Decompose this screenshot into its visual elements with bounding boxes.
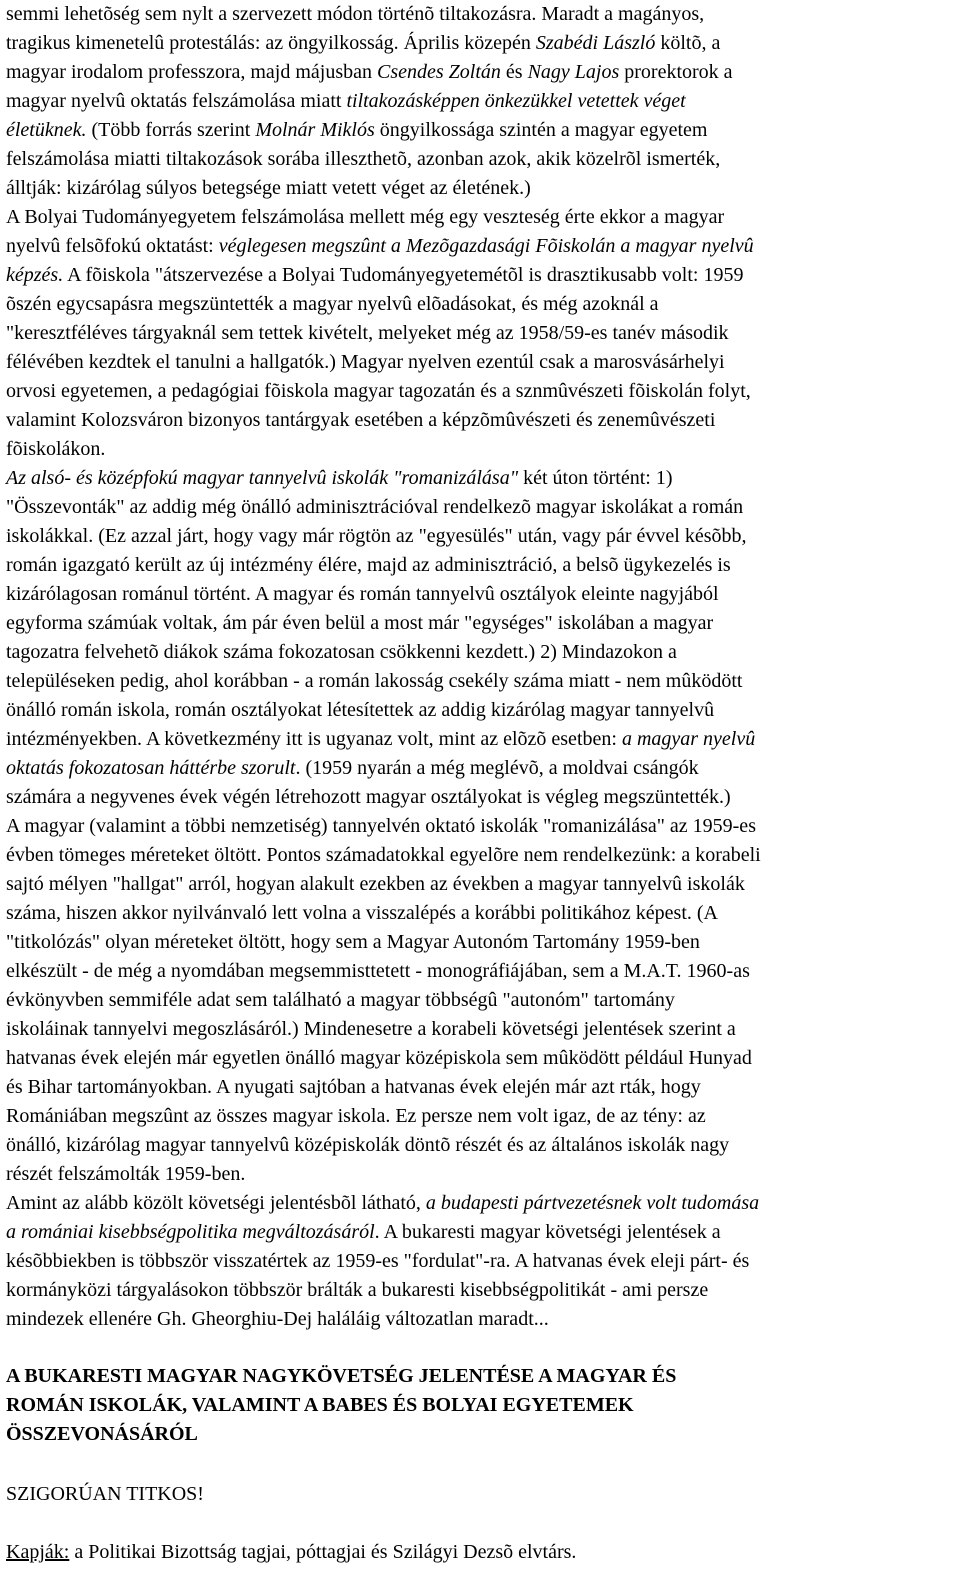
text-line: tragikus kimenetelû protestálás: az öngyilkosság. Április közepén Szabédi László költõ, a — [6, 32, 721, 54]
text-line: a romániai kisebbségpolitika megváltozásáról. A bukaresti magyar követségi jelentések a — [6, 1221, 721, 1243]
text-line: felszámolása miatti tiltakozások sorába illeszthetõ, azonban azok, akik közelrõl ismerték, — [6, 148, 721, 170]
text-line: késõbbiekben is többször visszatértek az 1959-es "fordulat"-ra. A hatvanas évek eleji párt- és — [6, 1250, 750, 1272]
recipients-label: Kapják: — [6, 1541, 70, 1563]
text-line: elkészült - de még a nyomdában megsemmisttetett - monográfiájában, sem a M.A.T. 1960-as — [6, 960, 750, 982]
text-line: valamint Kolozsváron bizonyos tantárgyak esetében a képzõmûvészeti és zenemûvészeti — [6, 409, 716, 431]
text-line: évben tömeges méreteket öltött. Pontos számadatokkal egyelõre nem rendelkezünk: a korabeli — [6, 844, 761, 866]
text-line: sajtó mélyen "hallgat" arról, hogyan alakult ezekben az években a magyar tannyelvû iskolák — [6, 873, 745, 895]
text-line: "Összevonták" az addig még önálló adminisztrációval rendelkezõ magyar iskolákat a román — [6, 496, 744, 518]
text-line: iskolákkal. (Ez azzal járt, hogy vagy már rögtön az "egyesülés" után, vagy pár évvel késõbb, — [6, 525, 747, 547]
text-line: magyar nyelvû oktatás felszámolása miatt tiltakozásképpen önkezükkel vetettek véget — [6, 90, 686, 112]
text-line: oktatás fokozatosan háttérbe szorult. (1959 nyarán a még meglévõ, a moldvai csángók — [6, 757, 699, 779]
recipients-line — [6, 1538, 576, 1567]
text-line: képzés. A fõiskola "átszervezése a Bolyai Tudományegyetemétõl is drasztikusabb volt: 1959 — [6, 264, 744, 286]
text-line: intézményekben. A következmény itt is ugyanaz volt, mint az elõzõ esetben: a magyar nyelvû — [6, 728, 756, 750]
text-line: kizárólagosan románul történt. A magyar és román tannyelvû osztályok eleinte nagyjából — [6, 583, 719, 605]
text-line: román igazgató került az új intézmény élére, majd az adminisztráció, a belsõ ügykezelés is — [6, 554, 731, 576]
text-line: részét felszámolták 1959-ben. — [6, 1163, 246, 1185]
document-heading-line-2: ROMÁN ISKOLÁK, VALAMINT A BABES ÉS BOLYAI EGYETEMEK — [6, 1394, 634, 1416]
text-line: önálló, kizárólag magyar tannyelvû középiskolák döntõ részét és az általános iskolák nagy — [6, 1134, 730, 1156]
text-line: álltják: kizárólag súlyos betegsége miatt vetett véget az életének.) — [6, 177, 531, 199]
text-line: A Bolyai Tudományegyetem felszámolása mellett még egy veszteség érte ekkor a magyar — [6, 206, 725, 228]
text-line: kormányközi tárgyalásokon többször brálták a bukaresti kisebbségpolitikát - ami persze — [6, 1279, 709, 1301]
text-line: évkönyvben semmiféle adat sem található a magyar többségû "autonóm" tartomány — [6, 989, 675, 1011]
text-line: semmi lehetõség sem nylt a szervezett módon történõ tiltakozásra. Maradt a magányos, — [6, 3, 705, 25]
text-line: önálló román iskola, román osztályokat létesítettek az addig kizárólag magyar tannyelvû — [6, 699, 715, 721]
text-line: Romániában megszûnt az összes magyar iskola. Ez persze nem volt igaz, de az tény: az — [6, 1105, 706, 1127]
text-line: õszén egycsapásra megszüntették a magyar nyelvû elõadásokat, és még azoknál a — [6, 293, 659, 315]
text-line: számára a negyvenes évek végén létrehozott magyar osztályokat is végleg megszüntették.) — [6, 786, 731, 808]
text-line: fõiskolákon. — [6, 438, 106, 460]
text-line: nyelvû felsõfokú oktatást: véglegesen megszûnt a Mezõgazdasági Fõiskolán a magyar nyelvû — [6, 235, 754, 257]
classification-label: SZIGORÚAN TITKOS! — [6, 1483, 204, 1505]
text-line: "titkolózás" olyan méreteket öltött, hogy sem a Magyar Autonóm Tartomány 1959-ben — [6, 931, 700, 953]
text-line: "keresztféléves tárgyaknál sem tettek kivételt, melyeket még az 1958/59-es tanév második — [6, 322, 729, 344]
document-heading-line-1: A BUKARESTI MAGYAR NAGYKÖVETSÉG JELENTÉSE A MAGYAR ÉS — [6, 1365, 677, 1387]
text-line: orvosi egyetemen, a pedagógiai fõiskola magyar tagozatán és a sznmûvészeti fõiskolán folyt, — [6, 380, 751, 402]
text-line: száma, hiszen akkor nyilvánvaló lett volna a visszalépés a korábbi politikához képest. (A — [6, 902, 719, 924]
text-line: Az alsó- és középfokú magyar tannyelvû iskolák "romanizálása" két úton történt: 1) — [6, 467, 673, 489]
document-heading-line-3: ÖSSZEVONÁSÁRÓL — [6, 1423, 198, 1445]
text-line: A magyar (valamint a többi nemzetiség) tannyelvén oktató iskolák "romanizálása" az 1959-es — [6, 815, 756, 837]
recipients-text: a Politikai Bizottság tagjai, póttagjai és Szilágyi Dezsõ elvtárs. — [69, 1541, 577, 1563]
text-line: tagozatra felvehetõ diákok száma fokozatosan csökkenni kezdett.) 2) Mindazokon a — [6, 641, 677, 663]
text-line: Amint az alább közölt követségi jelentésbõl látható, a budapesti pártvezetésnek volt tudomása — [6, 1192, 760, 1214]
text-line: egyforma számúak voltak, ám pár éven belül a most már "egységes" iskolában a magyar — [6, 612, 714, 634]
text-line: életüknek. (Több forrás szerint Molnár Miklós öngyilkossága szintén a magyar egyetem — [6, 119, 708, 141]
text-line: iskoláinak tannyelvi megoszlásáról.) Mindenesetre a korabeli követségi jelentések szerint a — [6, 1018, 736, 1040]
text-line: hatvanas évek elején már egyetlen önálló magyar középiskola sem mûködött például Hunyad — [6, 1047, 752, 1069]
text-line: és Bihar tartományokban. A nyugati sajtóban a hatvanas évek elején már azt rták, hogy — [6, 1076, 701, 1098]
text-line: mindezek ellenére Gh. Gheorghiu-Dej haláláig változatlan maradt... — [6, 1308, 549, 1330]
text-line: félévében kezdtek el tanulni a hallgatók.) Magyar nyelven ezentúl csak a marosvásárhelyi — [6, 351, 725, 373]
text-line: településeken pedig, ahol korábban - a román lakosság csekély száma miatt - nem mûködött — [6, 670, 743, 692]
text-line: magyar irodalom professzora, majd májusban Csendes Zoltán és Nagy Lajos prorektorok a — [6, 61, 733, 83]
